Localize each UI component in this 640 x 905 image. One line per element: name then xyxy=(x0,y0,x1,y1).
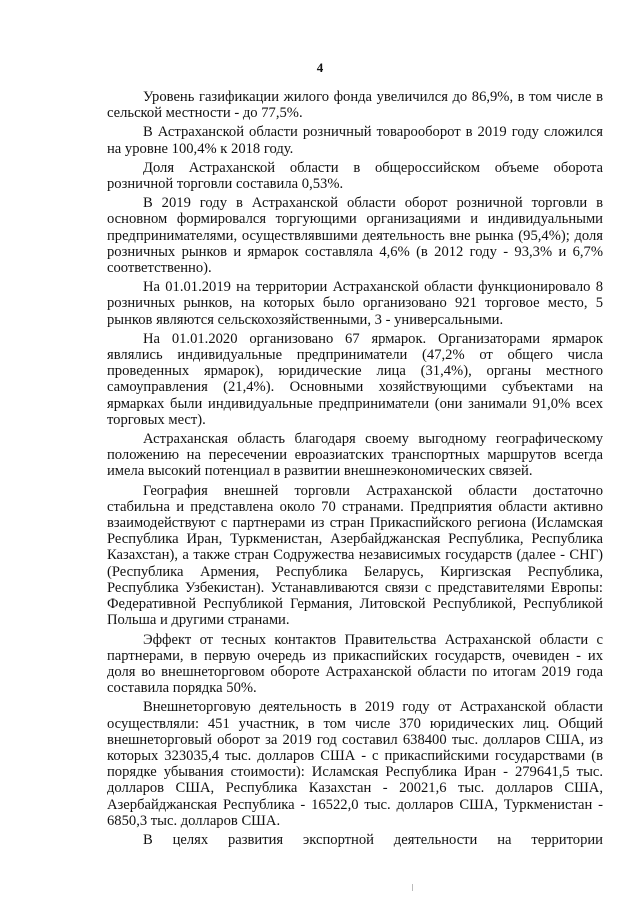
page-number: 4 xyxy=(316,60,324,75)
paragraph-retail-share: Доля Астраханской области в общероссийском объеме оборота розничной торговли составила 0,53%. xyxy=(107,159,603,193)
paragraph-fairs: На 01.01.2020 организовано 67 ярмарок. Организаторами ярмарок являлись индивидуальные предприниматели (47,2% от общего числа проведенных ярмарок), юридические лица (31,4%), органы местного самоуправления (21,4%). Основными хозяйствующими субъектами на ярмарках были индивидуальные предприниматели (они занимали 91,0% всех торговых мест). xyxy=(107,330,603,428)
document-body xyxy=(107,89,603,848)
paragraph-foreign-trade-geography: География внешней торговли Астраханской области достаточно стабильна и представлена около 70 странами. Предприятия области активно взаимодействуют с партнерами из стран Прикаспийского региона (Исламская Республика Иран, Туркменистан, Азербайджанская Республика, Республика Казахстан), а также стран Содружества независимых государств (далее - СНГ) (Республика Армения, Республика Беларусь, Киргизская Республика, Республика Узбекистан). Устанавливаются связи с представителями Европы: Федеративной Республикой Германия, Литовской Республикой, Республикой Польша и другими странами. xyxy=(107,482,603,629)
paragraph-export-development: В целях развития экспортной деятельности на территории xyxy=(143,831,603,848)
paragraph-gasification: Уровень газификации жилого фонда увеличился до 86,9%, в том числе в сельской местности - до 77,5%. xyxy=(107,89,603,122)
paragraph-geography-position: Астраханская область благодаря своему выгодному географическому положению на пересечении евроазиатских транспортных маршрутов всегда имела высокий потенциал в развитии внешнеэкономических связей. xyxy=(107,431,603,480)
paragraph-retail-turnover: В Астраханской области розничный товарооборот в 2019 году сложился на уровне 100,4% к 2018 году. xyxy=(107,124,603,157)
scan-artifact xyxy=(412,884,413,891)
paragraph-foreign-trade-activity: Внешнеторговую деятельность в 2019 году от Астраханской области осуществляли: 451 участник, в том числе 370 юридических лиц. Общий внешнеторговый оборот за 2019 год составил 638400 тыс. долларов США, из которых 323035,4 тыс. долларов США - с прикаспийскими государствами (в порядке убывания стоимости): Исламская Республика Иран - 279641,5 тыс. долларов США, Республика Казахстан - 20021,6 тыс. долларов США, Азербайджанская Республика - 16522,0 тыс. долларов США, Туркменистан - 6850,3 тыс. долларов США. xyxy=(107,699,603,829)
paragraph-retail-markets: На 01.01.2019 на территории Астраханской области функционировало 8 розничных рынков, на которых было организовано 921 торговое место, 5 рынков являются сельскохозяйственными, 3 - универсальными. xyxy=(107,279,603,328)
paragraph-retail-structure: В 2019 году в Астраханской области оборот розничной торговли в основном формировался торгующими организациями и индивидуальными предпринимателями, осуществлявшими деятельность вне рынка (95,4%); доля розничных рынков и ярмарок составляла 4,6% (в 2012 году - 93,3% и 6,7% соответственно). xyxy=(107,195,603,277)
paragraph-caspian-partners: Эффект от тесных контактов Правительства Астраханской области с партнерами, в первую очередь из прикаспийских государств, очевиден - их доля во внешнеторговом обороте Астраханской области по итогам 2019 года составила порядка 50%. xyxy=(107,631,603,697)
